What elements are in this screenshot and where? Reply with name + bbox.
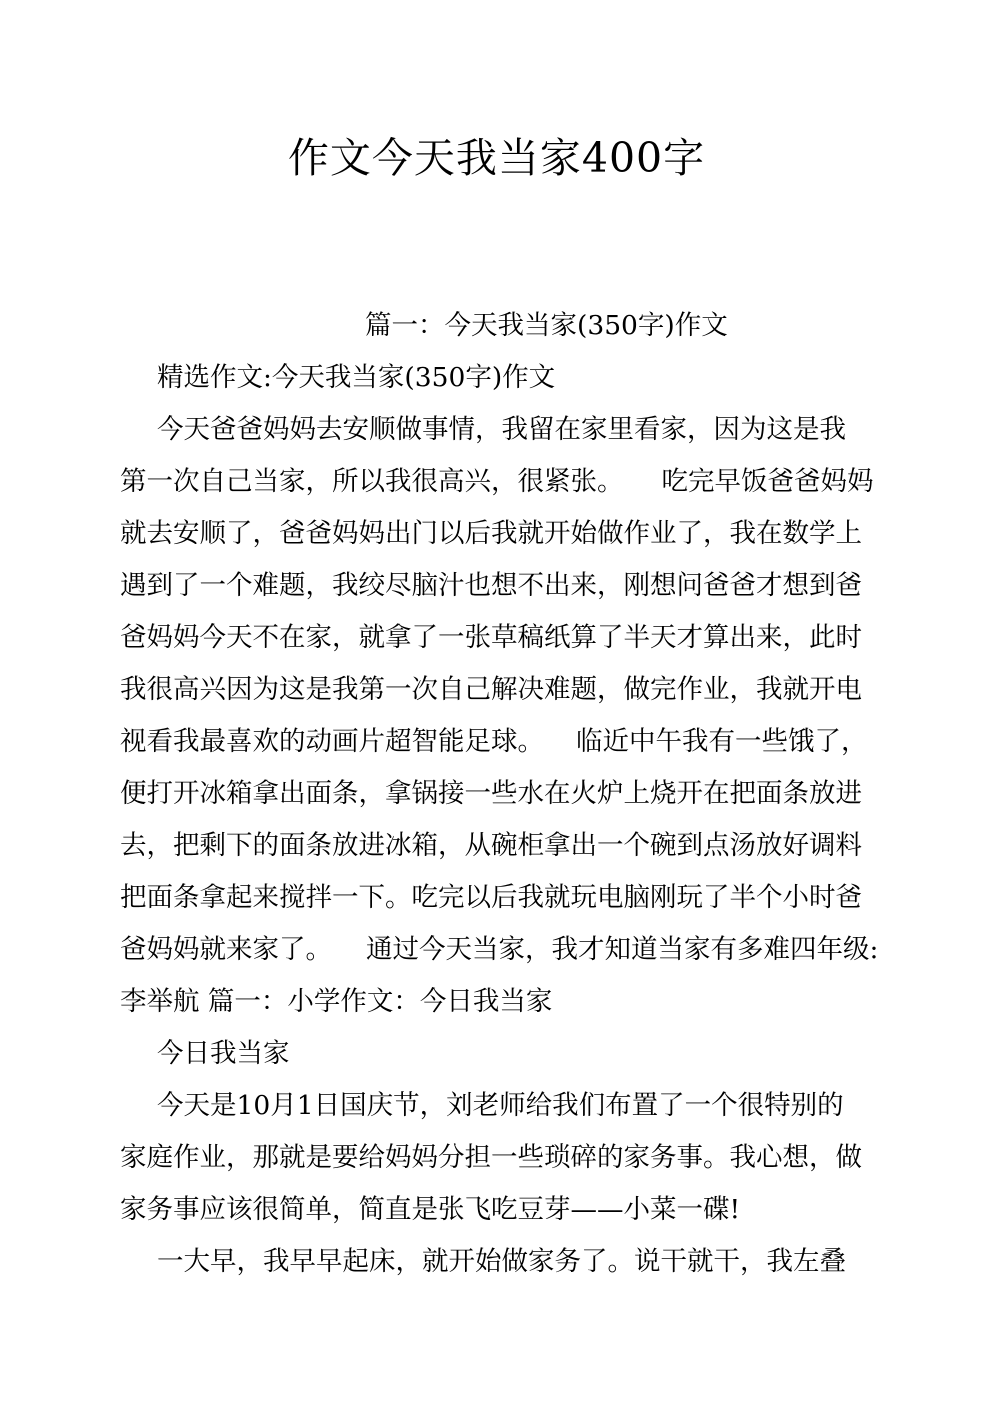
line-segment: 临近中午我有一些饿了， bbox=[576, 726, 868, 757]
paragraph-line: 一大早，我早早起床，就开始做家务了。说干就干，我左叠 bbox=[157, 1246, 846, 1277]
paragraph-line bbox=[120, 722, 868, 762]
paragraph-line bbox=[120, 930, 878, 970]
section-subtitle: 今日我当家 bbox=[157, 1038, 290, 1069]
line-segment: 第一次自己当家，所以我很高兴，很紧张。 bbox=[120, 466, 624, 497]
line-segment: 吃完早饭爸爸妈妈 bbox=[661, 466, 874, 497]
line-segment: 爸妈妈就来家了。 bbox=[120, 934, 332, 965]
paragraph-line: 便打开冰箱拿出面条，拿锅接一些水在火炉上烧开在把面条放进 bbox=[120, 778, 862, 809]
paragraph-line: 精选作文:今天我当家(350字)作文 bbox=[157, 362, 556, 393]
paragraph-line: 今天是10月1日国庆节，刘老师给我们布置了一个很特别的 bbox=[157, 1090, 844, 1121]
line-segment: 通过今天当家，我才知道当家有多难四年级: bbox=[366, 934, 879, 965]
paragraph-line: 去，把剩下的面条放进冰箱，从碗柜拿出一个碗到点汤放好调料 bbox=[120, 830, 862, 861]
paragraph-line: 把面条拿起来搅拌一下。吃完以后我就玩电脑刚玩了半个小时爸 bbox=[120, 882, 862, 913]
paragraph-line: 家庭作业，那就是要给妈妈分担一些琐碎的家务事。我心想，做 bbox=[120, 1142, 862, 1173]
paragraph-line: 今天爸爸妈妈去安顺做事情，我留在家里看家，因为这是我 bbox=[157, 414, 846, 445]
paragraph-line: 爸妈妈今天不在家，就拿了一张草稿纸算了半天才算出来，此时 bbox=[120, 622, 862, 653]
paragraph-line: 我很高兴因为这是我第一次自己解决难题，做完作业，我就开电 bbox=[120, 674, 862, 705]
paragraph-line: 遇到了一个难题，我绞尽脑汁也想不出来，刚想问爸爸才想到爸 bbox=[120, 570, 862, 601]
paragraph-line: 李举航 篇一：小学作文：今日我当家 bbox=[120, 986, 553, 1017]
paragraph-line: 家务事应该很简单，简直是张飞吃豆芽——小菜一碟! bbox=[120, 1194, 741, 1225]
section-heading: 篇一：今天我当家(350字)作文 bbox=[365, 310, 728, 341]
line-segment: 视看我最喜欢的动画片超智能足球。 bbox=[120, 726, 544, 757]
paragraph-line bbox=[120, 462, 874, 502]
document-title: 作文今天我当家400字 bbox=[287, 134, 706, 182]
paragraph-line: 就去安顺了，爸爸妈妈出门以后我就开始做作业了，我在数学上 bbox=[120, 518, 862, 549]
